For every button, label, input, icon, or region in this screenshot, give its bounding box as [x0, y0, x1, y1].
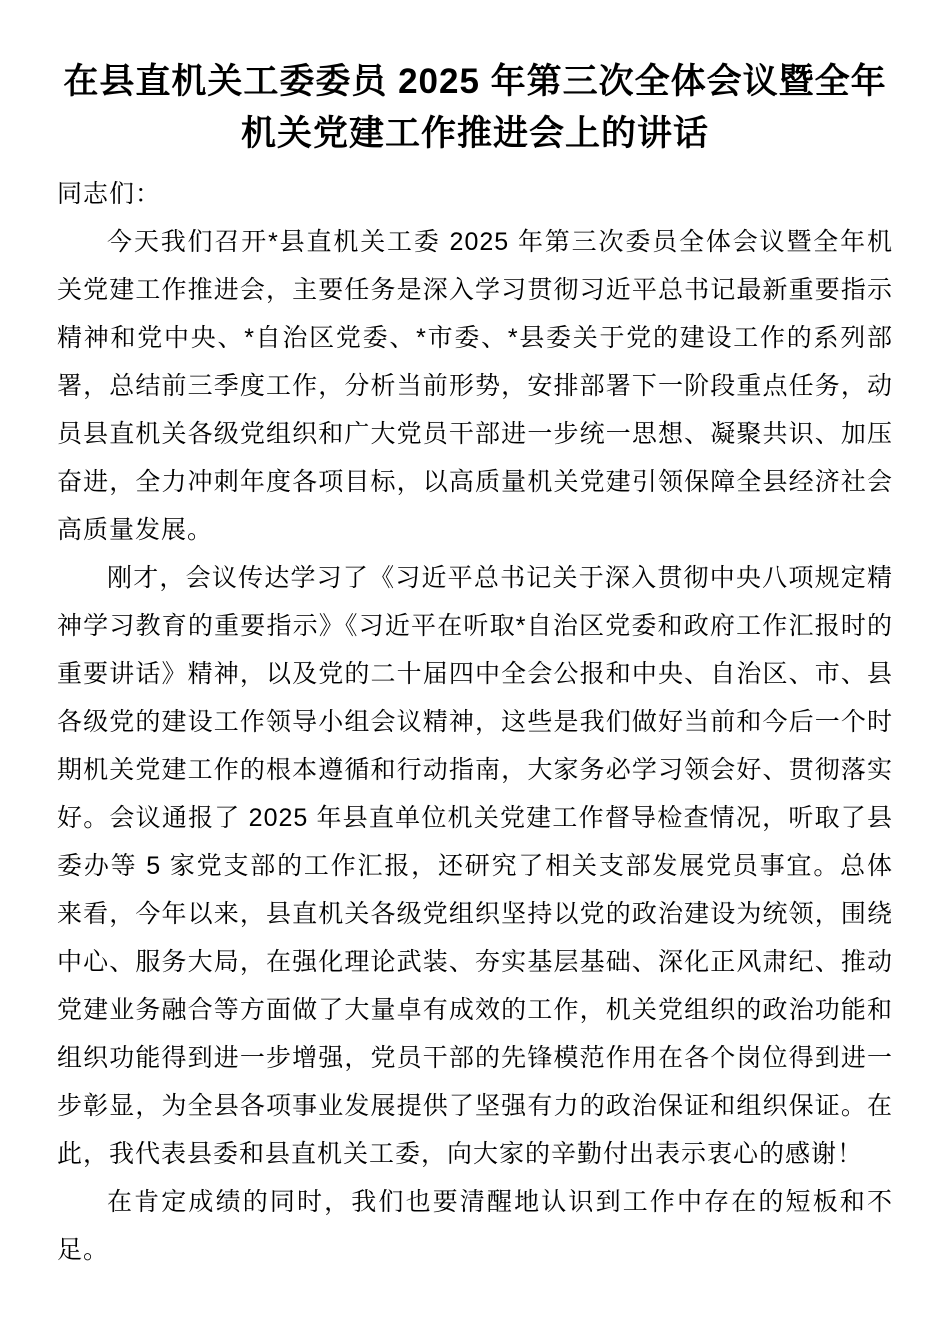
salutation: 同志们： [57, 180, 162, 208]
paragraph-2: 刚才，会议传达学习了《习近平总书记关于深入贯彻中央八项规定精神学习教育的重要指示》《习近平在听取*自治区党委和政府工作汇报时的重要讲话》精神，以及党的二十届四中全会公报和中央、自治区、市、县各级党的建设工作领导小组会议精神，这些是我们做好当前和今后一个时期机关党建工作的根本遵循和行动指南，大家务必学习领会好、贯彻落实好。会议通报了 2025 年县直单位机关党建工作督导检查情况，听取了县委办等 5 家党支部的工作汇报，还研究了相关支部发展党员事宜。总体来看，今年以来，县直机关各级党组织坚持以党的政治建设为统领，围绕中心、服务大局，在强化理论武装、夯实基层基础、深化正风肃纪、推动党建业务融合等方面做了大量卓有成效的工作，机关党组织的政治功能和组织功能得到进一步增强，党员干部的先锋模范作用在各个岗位得到进一步彰显，为全县各项事业发展提供了坚强有力的政治保证和组织保证。在此，我代表县委和县直机关工委，向大家的辛勤付出表示衷心的感谢！ [57, 564, 893, 1168]
paragraph-3: 在肯定成绩的同时，我们也要清醒地认识到工作中存在的短板和不足。 [57, 1188, 893, 1264]
document-title: 在县直机关工委委员 2025 年第三次全体会议暨全年机关党建工作推进会上的讲话 [63, 62, 887, 153]
paragraph-1: 今天我们召开*县直机关工委 2025 年第三次委员全体会议暨全年机关党建工作推进会，主要任务是深入学习贯彻习近平总书记最新重要指示精神和党中央、*自治区党委、*市委、*县委关于党的建设工作的系列部署，总结前三季度工作，分析当前形势，安排部署下一阶段重点任务，动员县直机关各级党组织和广大党员干部进一步统一思想、凝聚共识、加压奋进，全力冲刺年度各项目标，以高质量机关党建引领保障全县经济社会高质量发展。 [57, 228, 893, 544]
document-body [57, 218, 893, 1274]
